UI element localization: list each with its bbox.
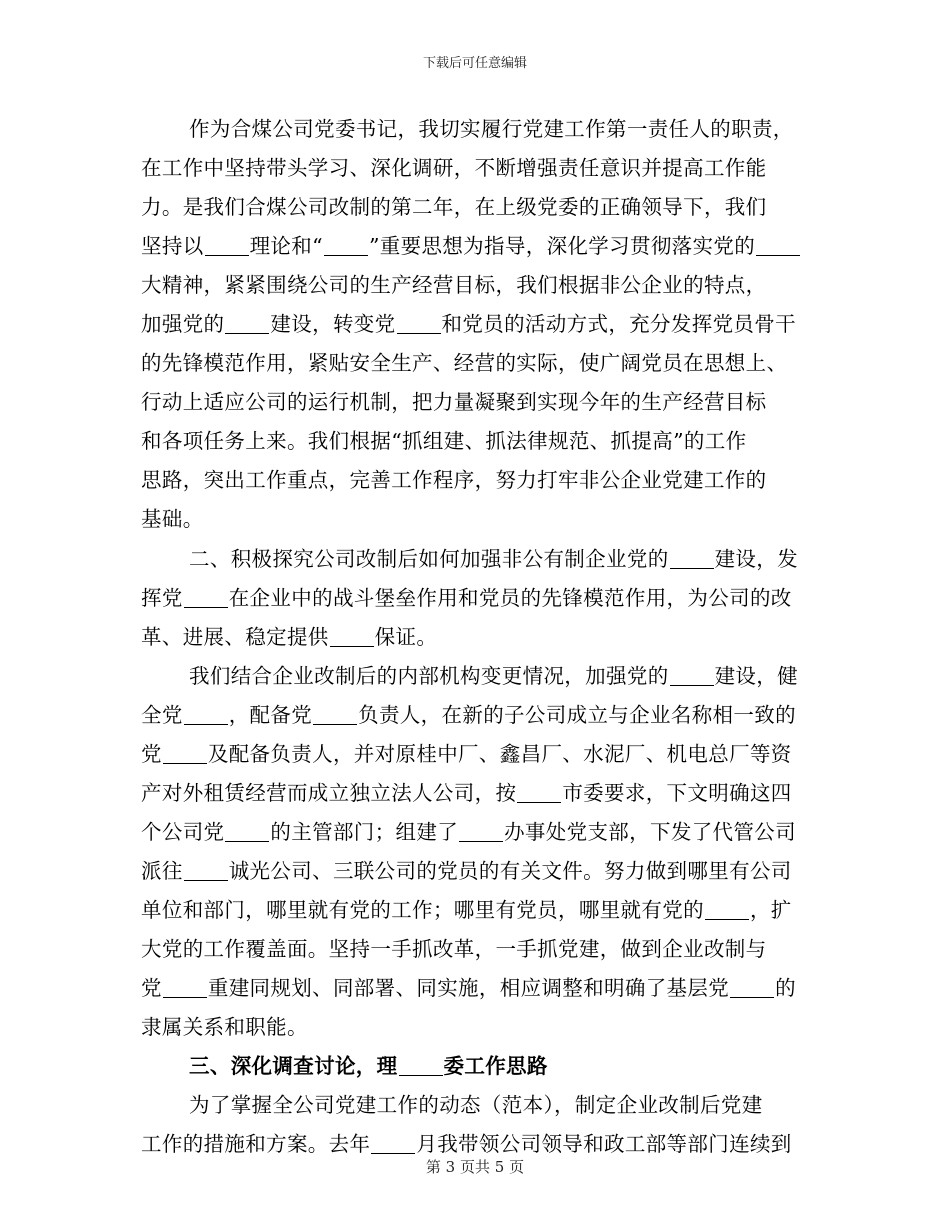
body-text-line: 我们结合企业改制后的内部机构变更情况，加强党的 建设，健: [189, 663, 798, 688]
fill-in-blank: [184, 860, 228, 881]
body-text-line: 全党 ，配备党 负责人，在新的子公司成立与企业名称相一致的: [141, 702, 796, 727]
body-text-line: 在工作中坚持带头学习、深化调研，不断增强责任意识并提高工作能: [141, 156, 767, 181]
fill-in-blank: [184, 704, 228, 725]
body-text-line: 作为合煤公司党委书记，我切实履行党建工作第一责任人的职责，: [189, 117, 794, 141]
body-text-line: 的先锋模范作用，紧贴安全生产、经营的实际，使广阔党员在思想上、: [141, 351, 788, 376]
body-text-line: 二、积极探究公司改制后如何加强非公有制企业党的 建设，发: [189, 546, 798, 571]
section-heading-line: 三、深化调查讨论，理 委工作思路: [189, 1054, 548, 1079]
fill-in-blank: [163, 743, 207, 764]
fill-in-blank: [205, 235, 249, 256]
document-body: [141, 110, 811, 1164]
fill-in-blank: [517, 782, 561, 803]
body-text-line: 力。是我们合煤公司改制的第二年，在上级党委的正确领导下，我们: [141, 195, 767, 220]
fill-in-blank: [670, 665, 714, 686]
fill-in-blank: [459, 821, 503, 842]
page-footer: 第 3 页共 5 页: [425, 1158, 525, 1176]
body-text-line: 个公司党 的主管部门；组建了 办事处党支部，下发了代管公司: [141, 819, 796, 844]
body-text-line: 坚持以 理论和“ ”重要思想为指导，深化学习贯彻落实党的: [141, 227, 811, 266]
body-text-line: 大精神，紧紧围绕公司的生产经营目标，我们根据非公企业的特点，: [141, 273, 767, 298]
body-text-line: 挥党 在企业中的战斗堡垒作用和党员的先锋模范作用，为公司的改: [141, 585, 792, 610]
fill-in-blank: [756, 235, 800, 256]
fill-in-blank: [670, 548, 714, 569]
body-text-line: 和各项任务上来。我们根据“抓组建、抓法律规范、抓提高”的工作: [141, 429, 747, 454]
body-text-line: 革、进展、稳定提供 保证。: [141, 624, 438, 649]
body-text-line: 单位和部门，哪里就有党的工作；哪里有党员，哪里就有党的 ，扩: [141, 897, 792, 922]
fill-in-blank: [184, 587, 228, 608]
fill-in-blank: [730, 977, 774, 998]
fill-in-blank: [163, 977, 207, 998]
body-text-line: 派往 诚光公司、三联公司的党员的有关文件。努力做到哪里有公司: [141, 858, 792, 883]
fill-in-blank: [225, 313, 269, 334]
fill-in-blank: [399, 1055, 443, 1076]
page-header: 下载后可任意编辑: [422, 56, 527, 71]
fill-in-blank: [705, 899, 749, 920]
fill-in-blank: [397, 313, 441, 334]
body-text-line: 党 及配备负责人，并对原桂中厂、鑫昌厂、水泥厂、机电总厂等资: [141, 741, 792, 766]
fill-in-blank: [324, 235, 368, 256]
body-text-line: 基础。: [141, 507, 204, 532]
body-text-line: 加强党的 建设，转变党 和党员的活动方式，充分发挥党员骨干: [141, 312, 796, 337]
fill-in-blank: [225, 821, 269, 842]
fill-in-blank: [313, 704, 357, 725]
body-text-line: 大党的工作覆盖面。坚持一手抓改革，一手抓党建，做到企业改制与: [141, 936, 767, 961]
body-text-line: 思路，突出工作重点，完善工作程序，努力打牢非公企业党建工作的: [141, 468, 767, 493]
body-text-line: 为了掌握全公司党建工作的动态（范本），制定企业改制后党建: [189, 1093, 763, 1118]
fill-in-blank: [371, 1133, 415, 1154]
body-text-line: 行动上适应公司的运行机制，把力量凝聚到实现今年的生产经营目标: [141, 390, 767, 415]
fill-in-blank: [330, 626, 374, 647]
body-text-line: 隶属关系和职能。: [141, 1015, 308, 1040]
body-text-line: 工作的措施和方案。去年 月我带领公司领导和政工部等部门连续到: [141, 1132, 792, 1157]
body-text-line: 产对外租赁经营而成立独立法人公司，按 市委要求，下文明确这四: [141, 780, 792, 805]
body-text-line: 党 重建同规划、同部署、同实施，相应调整和明确了基层党 的: [141, 976, 796, 1001]
